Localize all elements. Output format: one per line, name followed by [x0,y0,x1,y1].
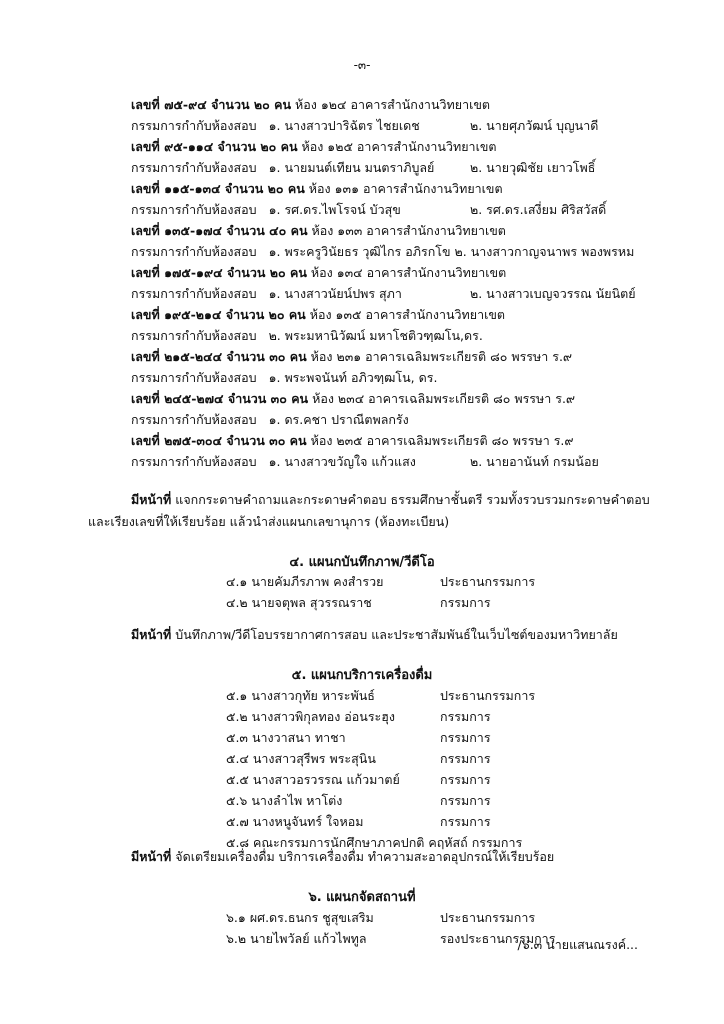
proctor-1: ๑. พระพจนันท์ อภิวฑฺฒโน, ดร. [268,370,438,385]
room-location: ห้อง ๒๓๑ อาคารเฉลิมพระเกียรติ ๘๐ พรรษา ร.๙ [310,349,573,364]
proctor-label: กรรมการกำกับห้องสอบ [131,244,257,259]
section-6-title: ๖. แผนกจัดสถานที่ [308,890,416,905]
proctor-1: ๑. พระครูวินัยธร วุฒิไกร อภิรกโข ๒. นางสาวกาญจนาพร พองพรหม [268,244,635,259]
room-location: ห้อง ๑๓๔ อาคารสำนักงานวิทยาเขต [310,265,507,280]
member-name: ๕.๕ นางสาวอรวรรณ แก้วมาตย์ [226,772,400,787]
room-header [131,137,497,157]
proctor-1: ๑. รศ.ดร.ไพโรจน์ บัวสุข [268,202,401,217]
seat-range: เลขที่ ๙๕-๑๑๔ จำนวน ๒๐ คน [131,139,298,154]
duty-label: มีหน้าที่ [131,627,172,642]
proctor-2: ๒. นายวุฒิชัย เยาวโพธิ์ [470,160,596,175]
proctor-row [131,452,416,472]
continuation-note: /๖.๓ นายแสนณรงค์... [517,937,638,952]
member-role: กรรมการ [440,793,491,808]
seat-range: เลขที่ ๑๗๕-๑๙๔ จำนวน ๒๐ คน [131,265,307,280]
seat-range: เลขที่ ๒๑๕-๒๔๔ จำนวน ๓๐ คน [131,349,307,364]
seat-range: เลขที่ ๑๑๕-๑๓๔ จำนวน ๒๐ คน [131,181,305,196]
member-name: ๕.๘ คณะกรรมการนักศึกษาภาคปกติ คฤหัสถ์ กรรมการ [226,835,523,850]
member-name: ๖.๑ ผศ.ดร.ธนกร ชูสุขเสริม [226,910,374,925]
member-role: รองประธานกรรมการ [440,931,556,946]
member-name: ๕.๑ นางสาวกุทัย หาระพันธ์ [226,688,375,703]
proctor-1: ๑. นางสาวนัยน์ปพร สุภา [268,286,402,301]
member-name: ๕.๗ นางหนูจันทร์ ใจหอม [226,814,364,829]
duty-label: มีหน้าที่ [131,849,172,864]
proctor-row [131,116,420,136]
proctor-1: ๑. ดร.คชา ปราณีตพลกรัง [268,412,409,427]
proctor-2: ๒. นางสาวเบญจวรรณ นัยนิตย์ [470,286,636,301]
member-role: กรรมการ [440,730,491,745]
member-role: กรรมการ [440,772,491,787]
proctor-1: ๒. พระมหานิวัฒน์ มหาโชติวฑฺฒโน,ดร. [268,328,483,343]
proctor-2: ๒. รศ.ดร.เสงี่ยม ศิริสวัสดิ์ [470,202,607,217]
proctor-label: กรรมการกำกับห้องสอบ [131,286,257,301]
seat-range: เลขที่ ๗๕-๙๔ จำนวน ๒๐ คน [131,97,292,112]
room-location: ห้อง ๑๒๕ อาคารสำนักงานวิทยาเขต [301,139,497,154]
member-name: ๔.๑ นายคัมภีรภาพ คงสำรวย [226,574,384,589]
proctor-row [131,284,402,304]
room-header [131,95,490,115]
room-header [131,305,505,325]
room-header [131,431,574,451]
room-location: ห้อง ๑๓๑ อาคารสำนักงานวิทยาเขต [308,181,503,196]
proctor-label: กรรมการกำกับห้องสอบ [131,328,257,343]
member-role: กรรมการ [440,595,491,610]
room-header [131,263,506,283]
proctor-row [131,410,409,430]
duty-text-line1: แจกกระดาษคำถามและกระดาษคำตอบ ธรรมศึกษาชั้นตรี รวมทั้งรวบรวมกระดาษคำตอบ [175,492,650,507]
member-role: กรรมการ [440,751,491,766]
proctor-label: กรรมการกำกับห้องสอบ [131,454,257,469]
room-location: ห้อง ๑๓๓ อาคารสำนักงานวิทยาเขต [311,223,506,238]
member-name: ๕.๖ นางลำไพ หาโต่ง [226,793,343,808]
member-name: ๕.๓ นางวาสนา ทาชา [226,730,346,745]
room-header [131,347,572,367]
proctor-label: กรรมการกำกับห้องสอบ [131,160,257,175]
room-location: ห้อง ๑๓๕ อาคารสำนักงานวิทยาเขต [309,307,506,322]
member-role: กรรมการ [440,814,491,829]
proctor-row [131,158,434,178]
seat-range: เลขที่ ๑๓๕-๑๗๔ จำนวน ๔๐ คน [131,223,308,238]
member-role: ประธานกรรมการ [440,574,536,589]
proctor-1: ๑. นายมนต์เทียน มนตราภิบูลย์ [268,160,435,175]
proctor-2: ๒. นายศุภวัฒน์ บุญนาดี [470,118,599,133]
section-4-title: ๔. แผนกบันทึกภาพ/วีดีโอ [289,555,435,570]
seat-range: เลขที่ ๑๙๕-๒๑๔ จำนวน ๒๐ คน [131,307,306,322]
member-name: ๖.๒ นายไพวัลย์ แก้วไพทูล [226,931,367,946]
proctor-label: กรรมการกำกับห้องสอบ [131,412,257,427]
member-role: กรรมการ [440,709,491,724]
member-name: ๔.๒ นายจตุพล สุวรรณราช [226,595,372,610]
member-role: ประธานกรรมการ [440,910,536,925]
room-header [131,179,503,199]
seat-range: เลขที่ ๒๗๕-๓๐๔ จำนวน ๓๐ คน [131,433,307,448]
section-4-duty: บันทึกภาพ/วีดีโอบรรยากาศการสอบ และประชาสัมพันธ์ในเว็บไซต์ของมหาวิทยาลัย [175,627,618,642]
proctor-1: ๑. นางสาวขวัญใจ แก้วแสง [268,454,416,469]
proctor-row [131,326,483,346]
duty-text-line2: และเรียงเลขที่ให้เรียบร้อย แล้วนำส่งแผนกเลขานุการ (ห้องทะเบียน) [88,514,450,529]
room-location: ห้อง ๒๓๔ อาคารเฉลิมพระเกียรติ ๘๐ พรรษา ร.๙ [312,391,576,406]
seat-range: เลขที่ ๒๔๕-๒๗๔ จำนวน ๓๐ คน [131,391,309,406]
section-5-title: ๕. แผนกบริการเครื่องดื่ม [291,668,433,683]
member-role: ประธานกรรมการ [440,688,536,703]
proctor-2: ๒. นายอานันท์ กรมน้อย [470,454,599,469]
proctor-row [131,200,401,220]
proctor-1: ๑. นางสาวปาริฉัตร ไชยเดช [268,118,420,133]
proctor-row [131,368,437,388]
room-header [131,389,575,409]
member-name: ๕.๒ นางสาวพิกุลทอง อ่อนระฮุง [226,709,395,724]
page-number: -๓- [353,58,371,72]
room-location: ห้อง ๒๓๕ อาคารเฉลิมพระเกียรติ ๘๐ พรรษา ร.๙ [310,433,574,448]
proctor-label: กรรมการกำกับห้องสอบ [131,370,257,385]
member-name: ๕.๔ นางสาวสุรีพร พระสุนิน [226,751,376,766]
room-location: ห้อง ๑๒๔ อาคารสำนักงานวิทยาเขต [295,97,491,112]
proctor-label: กรรมการกำกับห้องสอบ [131,202,257,217]
duty-label: มีหน้าที่ [131,492,172,507]
proctor-label: กรรมการกำกับห้องสอบ [131,118,257,133]
room-header [131,221,506,241]
proctor-row [131,242,634,262]
section-5-duty: จัดเตรียมเครื่องดื่ม บริการเครื่องดื่ม ทำความสะอาดอุปกรณ์ให้เรียบร้อย [175,849,555,864]
